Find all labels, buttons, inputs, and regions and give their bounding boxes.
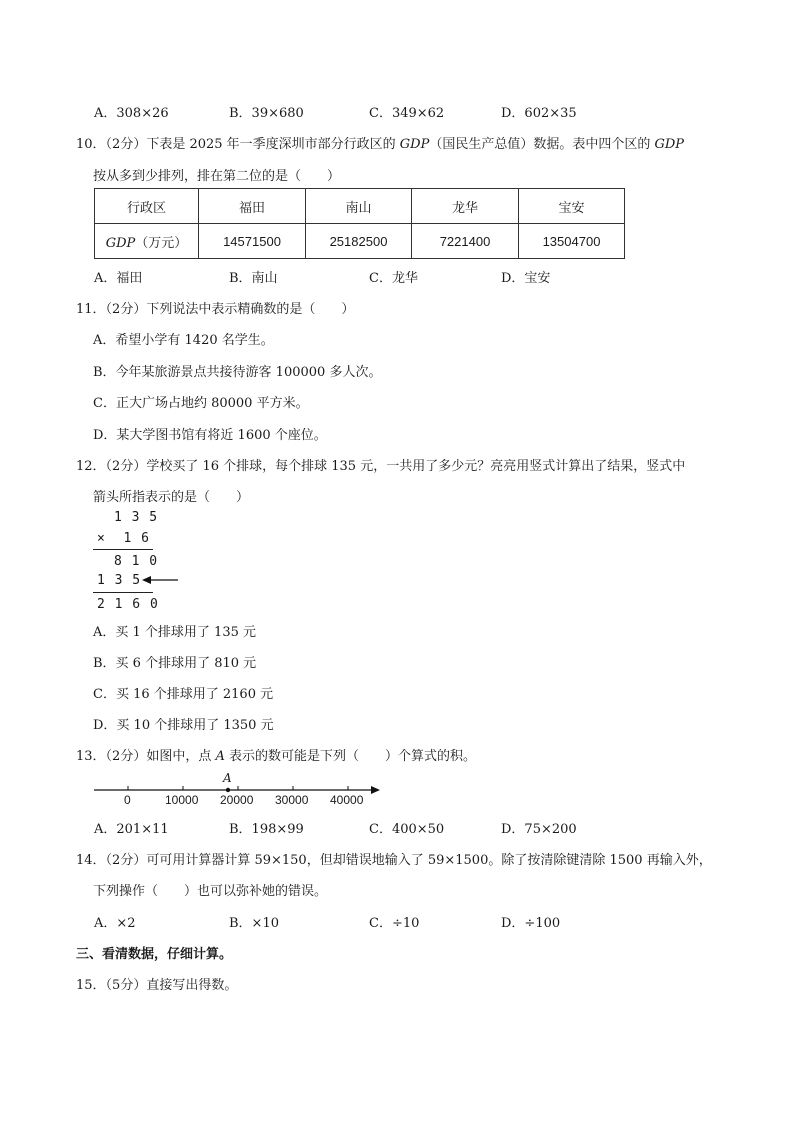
- table-header-cell: 南山: [306, 189, 412, 224]
- q14-option-a: A．×2: [94, 916, 136, 931]
- q11-option-d: D．某大学图书馆有将近 1600 个座位。: [93, 428, 327, 443]
- q14-option-d: D．÷100: [501, 916, 561, 931]
- vertical-row-multiplicand: 1 3 5: [114, 510, 159, 525]
- q11-option-b: B．今年某旅游景点共接待游客 100000 多人次。: [93, 365, 382, 380]
- q13-option-d: D．75×200: [501, 822, 577, 837]
- table-header-cell: 龙华: [412, 189, 519, 224]
- q10-option-d: D．宝安: [501, 271, 551, 286]
- table-cell: 7221400: [412, 224, 519, 259]
- q12-option-c: C．买 16 个排球用了 2160 元: [93, 687, 274, 702]
- q14-stem-line1: 14．（2分）可可用计算器计算 59×150，但却错误地输入了 59×1500。除了按清除键清除 1500 再输入外，: [76, 853, 712, 868]
- q11-option-a: A．希望小学有 1420 名学生。: [93, 333, 274, 348]
- q14-option-c: C．÷10: [369, 916, 420, 931]
- table-cell: 14571500: [199, 224, 306, 259]
- table-row-label: GDP（万元）: [95, 224, 199, 259]
- q13-option-c: C．400×50: [369, 822, 445, 837]
- q9-option-b: B．39×680: [229, 106, 304, 121]
- gdp-table: [94, 188, 625, 259]
- q12-stem-line1: 12．（2分）学校买了 16 个排球，每个排球 135 元，一共用了多少元？亮亮用竖式计算出了结果，竖式中: [76, 459, 686, 474]
- q10-stem-line1: 10．（2分）下表是 2025 年一季度深圳市部分行政区的 GDP（国民生产总值）数据。表中四个区的 GDP: [76, 137, 685, 152]
- point-a-dot: [226, 788, 230, 792]
- table-header-cell: 福田: [199, 189, 306, 224]
- tick-label: 0: [124, 793, 131, 807]
- tick-label: 20000: [220, 793, 254, 807]
- table-header-row: [95, 189, 625, 224]
- table-header-cell: 宝安: [519, 189, 625, 224]
- vertical-row-partial-2: 1 3 5: [97, 573, 142, 588]
- q9-option-d: D．602×35: [501, 106, 577, 121]
- q14-stem-line2: 下列操作（ ）也可以弥补她的错误。: [93, 884, 328, 899]
- q11-stem: 11．（2分）下列说法中表示精确数的是（ ）: [76, 302, 355, 317]
- vertical-divider-line: [93, 549, 153, 550]
- vertical-divider-line: [93, 592, 153, 593]
- table-header-cell: 行政区: [95, 189, 199, 224]
- tick-label: 40000: [330, 793, 364, 807]
- q12-option-a: A．买 1 个排球用了 135 元: [93, 625, 257, 640]
- vertical-row-multiplier: × 1 6: [97, 531, 150, 546]
- q9-option-a: A．308×26: [94, 106, 169, 121]
- point-a-label: A: [223, 771, 232, 785]
- q10-option-a: A．福田: [94, 271, 143, 286]
- table-row: [95, 224, 625, 259]
- q12-stem-line2: 箭头所指表示的是（ ）: [93, 490, 250, 505]
- table-cell: 13504700: [519, 224, 625, 259]
- q13-option-a: A．201×11: [94, 822, 169, 837]
- q11-option-c: C．正大广场占地约 80000 平方米。: [93, 396, 309, 411]
- q10-stem-line2: 按从多到少排列，排在第二位的是（ ）: [93, 169, 341, 184]
- q10-option-c: C．龙华: [369, 271, 418, 286]
- tick-label: 10000: [165, 793, 199, 807]
- tick-label: 30000: [275, 793, 309, 807]
- vertical-row-product: 2 1 6 0: [97, 597, 159, 612]
- q12-option-b: B．买 6 个排球用了 810 元: [93, 656, 257, 671]
- q14-option-b: B．×10: [229, 916, 279, 931]
- arrow-left-icon: [142, 574, 180, 586]
- q10-option-b: B．南山: [229, 271, 278, 286]
- q13-stem: 13．（2分）如图中，点 A 表示的数可能是下列（ ）个算式的积。: [76, 749, 476, 764]
- q9-option-c: C．349×62: [369, 106, 445, 121]
- q15-stem: 15．（5分）直接写出得数。: [76, 978, 238, 993]
- section-title: 三、看清数据，仔细计算。: [76, 947, 233, 962]
- vertical-row-partial-1: 8 1 0: [114, 554, 159, 569]
- q12-option-d: D．买 10 个排球用了 1350 元: [93, 718, 274, 733]
- q13-option-b: B．198×99: [229, 822, 304, 837]
- table-cell: 25182500: [306, 224, 412, 259]
